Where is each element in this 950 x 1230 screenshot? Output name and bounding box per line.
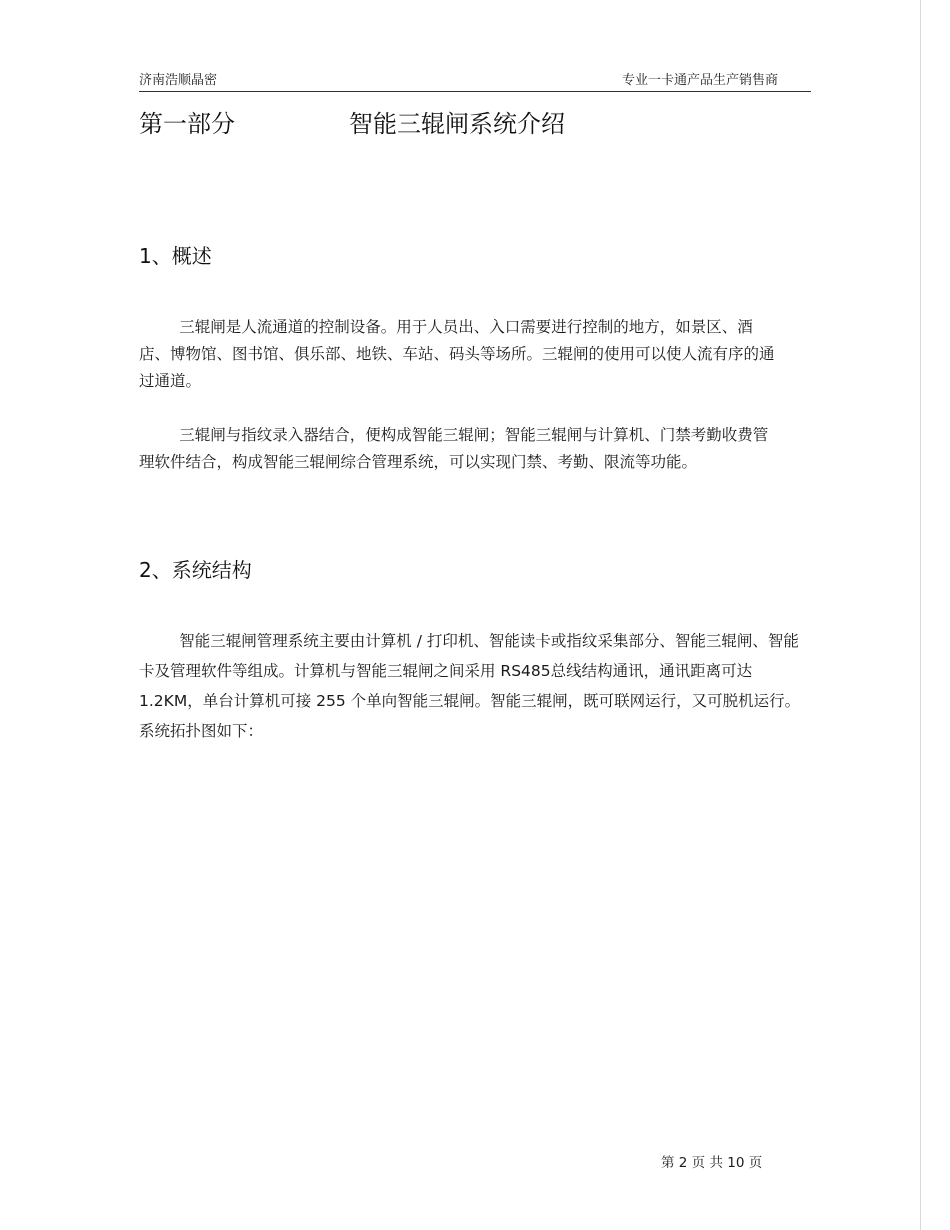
page-edge-line bbox=[920, 0, 921, 1230]
section-heading-structure: 2、系统结构 bbox=[139, 558, 252, 582]
overview-paragraph-1: 三辊闸是人流通道的控制设备。用于人员出、入口需要进行控制的地方，如景区、酒店、博物馆、图书馆、俱乐部、地铁、车站、码头等场所。三辊闸的使用可以使人流有序的通过通道。 bbox=[139, 318, 775, 390]
header-tagline: 专业一卡通产品生产销售商 bbox=[621, 73, 778, 88]
header-company: 济南浩顺晶密 bbox=[139, 73, 218, 88]
section-heading-overview: 1、概述 bbox=[139, 244, 212, 268]
part-title: 智能三辊闸系统介绍 bbox=[349, 110, 565, 138]
overview-paragraph-2: 三辊闸与指纹录入器结合，便构成智能三辊闸；智能三辊闸与计算机、门禁考勤收费管理软件结合，构成智能三辊闸综合管理系统，可以实现门禁、考勤、限流等功能。 bbox=[139, 426, 769, 471]
part-label: 第一部分 bbox=[139, 110, 235, 138]
page-number: 第 2 页 共 10 页 bbox=[661, 1155, 763, 1171]
page-header bbox=[139, 66, 811, 92]
structure-paragraph: 智能三辊闸管理系统主要由计算机 / 打印机、智能读卡或指纹采集部分、智能三辊闸、智能卡及管理软件等组成。计算机与智能三辊闸之间采用 RS485总线结构通讯，通讯距离可达 1.2KM，单台计算机可接 255 个单向智能三辊闸。智能三辊闸，既可联网运行，又可脱机运行。系统拓扑图如下： bbox=[139, 632, 801, 740]
